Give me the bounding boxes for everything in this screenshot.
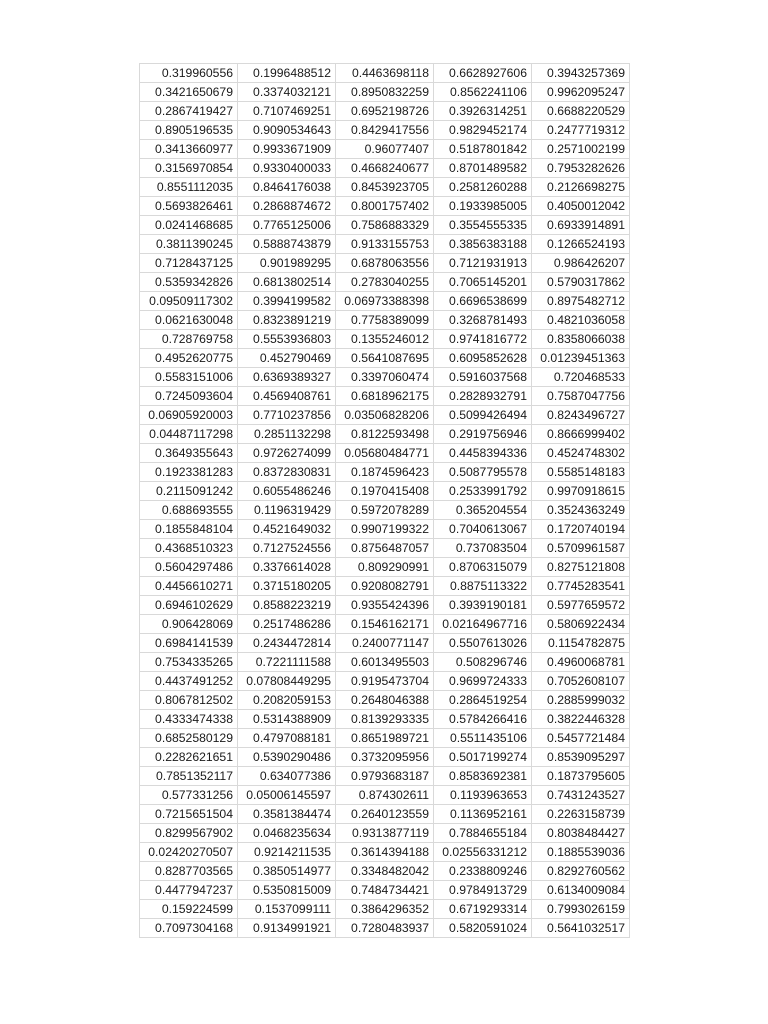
table-cell[interactable]: 0.1720740194 bbox=[532, 520, 630, 539]
table-cell[interactable]: 0.9962095247 bbox=[532, 83, 630, 102]
table-cell[interactable]: 0.9133155753 bbox=[336, 235, 434, 254]
table-cell[interactable]: 0.1266524193 bbox=[532, 235, 630, 254]
table-cell[interactable]: 0.3614394188 bbox=[336, 843, 434, 862]
table-cell[interactable]: 0.9907199322 bbox=[336, 520, 434, 539]
table-cell[interactable]: 0.7586883329 bbox=[336, 216, 434, 235]
table-cell[interactable]: 0.2571002199 bbox=[532, 140, 630, 159]
table-cell[interactable]: 0.9784913729 bbox=[434, 881, 532, 900]
table-cell[interactable]: 0.03506828206 bbox=[336, 406, 434, 425]
table-cell[interactable]: 0.7431243527 bbox=[532, 786, 630, 805]
table-cell[interactable]: 0.728769758 bbox=[140, 330, 238, 349]
table-cell[interactable]: 0.2868874672 bbox=[238, 197, 336, 216]
table-cell[interactable]: 0.8706315079 bbox=[434, 558, 532, 577]
table-cell[interactable]: 0.5585148183 bbox=[532, 463, 630, 482]
table-row bbox=[140, 254, 630, 273]
table-cell[interactable]: 0.5583151006 bbox=[140, 368, 238, 387]
table-cell[interactable]: 0.8562241106 bbox=[434, 83, 532, 102]
table-cell[interactable]: 0.7710237856 bbox=[238, 406, 336, 425]
table-cell[interactable]: 0.7280483937 bbox=[336, 919, 434, 938]
table-cell[interactable]: 0.3348482042 bbox=[336, 862, 434, 881]
table-cell[interactable]: 0.319960556 bbox=[140, 64, 238, 83]
table-cell[interactable]: 0.9208082791 bbox=[336, 577, 434, 596]
table-cell[interactable]: 0.7765125006 bbox=[238, 216, 336, 235]
table-row bbox=[140, 691, 630, 710]
table-cell[interactable]: 0.720468533 bbox=[532, 368, 630, 387]
table-cell[interactable]: 0.2828932791 bbox=[434, 387, 532, 406]
table-row bbox=[140, 786, 630, 805]
table-cell[interactable]: 0.07808449295 bbox=[238, 672, 336, 691]
table-cell[interactable]: 0.5916037568 bbox=[434, 368, 532, 387]
table-cell[interactable]: 0.8875113322 bbox=[434, 577, 532, 596]
table-cell[interactable]: 0.6984141539 bbox=[140, 634, 238, 653]
table-cell[interactable]: 0.8429417556 bbox=[336, 121, 434, 140]
table-cell[interactable]: 0.5972078289 bbox=[336, 501, 434, 520]
table-cell[interactable]: 0.4456610271 bbox=[140, 577, 238, 596]
table-cell[interactable]: 0.8666999402 bbox=[532, 425, 630, 444]
table-row bbox=[140, 558, 630, 577]
table-cell[interactable]: 0.6369389327 bbox=[238, 368, 336, 387]
table-cell[interactable]: 0.3413660977 bbox=[140, 140, 238, 159]
table-cell[interactable]: 0.8551112035 bbox=[140, 178, 238, 197]
table-row bbox=[140, 311, 630, 330]
table-cell[interactable]: 0.8905196535 bbox=[140, 121, 238, 140]
table-cell[interactable]: 0.9313877119 bbox=[336, 824, 434, 843]
table-cell[interactable]: 0.7587047756 bbox=[532, 387, 630, 406]
table-cell[interactable]: 0.2282621651 bbox=[140, 748, 238, 767]
table-cell[interactable]: 0.8275121808 bbox=[532, 558, 630, 577]
number-table bbox=[139, 63, 630, 938]
table-cell[interactable]: 0.4050012042 bbox=[532, 197, 630, 216]
table-cell[interactable]: 0.96077407 bbox=[336, 140, 434, 159]
table-row bbox=[140, 501, 630, 520]
table-cell[interactable]: 0.8243496727 bbox=[532, 406, 630, 425]
table-row bbox=[140, 83, 630, 102]
table-cell[interactable]: 0.906428069 bbox=[140, 615, 238, 634]
table-cell[interactable]: 0.01239451363 bbox=[532, 349, 630, 368]
table-cell[interactable]: 0.508296746 bbox=[434, 653, 532, 672]
table-cell[interactable]: 0.3397060474 bbox=[336, 368, 434, 387]
table-cell[interactable]: 0.9330400033 bbox=[238, 159, 336, 178]
table-cell[interactable]: 0.8453923705 bbox=[336, 178, 434, 197]
table-cell[interactable]: 0.3715180205 bbox=[238, 577, 336, 596]
table-cell[interactable]: 0.3943257369 bbox=[532, 64, 630, 83]
table-cell[interactable]: 0.0241468685 bbox=[140, 216, 238, 235]
table-cell[interactable]: 0.5457721484 bbox=[532, 729, 630, 748]
table-row bbox=[140, 368, 630, 387]
table-cell[interactable]: 0.7745283541 bbox=[532, 577, 630, 596]
table-cell[interactable]: 0.3856383188 bbox=[434, 235, 532, 254]
table-cell[interactable]: 0.2434472814 bbox=[238, 634, 336, 653]
table-cell[interactable]: 0.7097304168 bbox=[140, 919, 238, 938]
table-cell[interactable]: 0.7245093604 bbox=[140, 387, 238, 406]
table-cell[interactable]: 0.8588223219 bbox=[238, 596, 336, 615]
table-row bbox=[140, 140, 630, 159]
table-cell[interactable]: 0.6134009084 bbox=[532, 881, 630, 900]
table-row bbox=[140, 729, 630, 748]
table-cell[interactable]: 0.0468235634 bbox=[238, 824, 336, 843]
table-cell[interactable]: 0.1996488512 bbox=[238, 64, 336, 83]
table-cell[interactable]: 0.05006145597 bbox=[238, 786, 336, 805]
table-cell[interactable]: 0.2263158739 bbox=[532, 805, 630, 824]
table-row bbox=[140, 482, 630, 501]
table-cell[interactable]: 0.7484734421 bbox=[336, 881, 434, 900]
table-cell[interactable]: 0.1874596423 bbox=[336, 463, 434, 482]
table-cell[interactable]: 0.3864296352 bbox=[336, 900, 434, 919]
table-cell[interactable]: 0.8539095297 bbox=[532, 748, 630, 767]
table-row bbox=[140, 463, 630, 482]
table-cell[interactable]: 0.8583692381 bbox=[434, 767, 532, 786]
table-row bbox=[140, 710, 630, 729]
table-cell[interactable]: 0.4368510323 bbox=[140, 539, 238, 558]
table-cell[interactable]: 0.8287703565 bbox=[140, 862, 238, 881]
table-cell[interactable]: 0.4521649032 bbox=[238, 520, 336, 539]
table-cell[interactable]: 0.9829452174 bbox=[434, 121, 532, 140]
table-cell[interactable]: 0.3421650679 bbox=[140, 83, 238, 102]
table-cell[interactable]: 0.3850514977 bbox=[238, 862, 336, 881]
table-cell[interactable]: 0.1546162171 bbox=[336, 615, 434, 634]
table-row bbox=[140, 805, 630, 824]
table-cell[interactable]: 0.1873795605 bbox=[532, 767, 630, 786]
table-cell[interactable]: 0.06905920003 bbox=[140, 406, 238, 425]
table-cell[interactable]: 0.2851132298 bbox=[238, 425, 336, 444]
table-cell[interactable]: 0.7215651504 bbox=[140, 805, 238, 824]
table-row bbox=[140, 539, 630, 558]
table-row bbox=[140, 216, 630, 235]
table-row bbox=[140, 748, 630, 767]
table-cell[interactable]: 0.874302611 bbox=[336, 786, 434, 805]
table-cell[interactable]: 0.3554555335 bbox=[434, 216, 532, 235]
table-row bbox=[140, 102, 630, 121]
table-cell[interactable]: 0.4458394336 bbox=[434, 444, 532, 463]
table-cell[interactable]: 0.6095852628 bbox=[434, 349, 532, 368]
table-cell[interactable]: 0.2648046388 bbox=[336, 691, 434, 710]
table-cell[interactable]: 0.02164967716 bbox=[434, 615, 532, 634]
table-cell[interactable]: 0.4668240677 bbox=[336, 159, 434, 178]
table-cell[interactable]: 0.8651989721 bbox=[336, 729, 434, 748]
table-cell[interactable]: 0.7884655184 bbox=[434, 824, 532, 843]
table-cell[interactable]: 0.5390290486 bbox=[238, 748, 336, 767]
table-cell[interactable]: 0.2126698275 bbox=[532, 178, 630, 197]
table-cell[interactable]: 0.09509117302 bbox=[140, 292, 238, 311]
table-cell[interactable]: 0.6946102629 bbox=[140, 596, 238, 615]
table-cell[interactable]: 0.5604297486 bbox=[140, 558, 238, 577]
table-cell[interactable]: 0.3156970854 bbox=[140, 159, 238, 178]
table-cell[interactable]: 0.5087795578 bbox=[434, 463, 532, 482]
table-cell[interactable]: 0.3376614028 bbox=[238, 558, 336, 577]
table-cell[interactable]: 0.7052608107 bbox=[532, 672, 630, 691]
table-cell[interactable]: 0.5820591024 bbox=[434, 919, 532, 938]
table-cell[interactable]: 0.9970918615 bbox=[532, 482, 630, 501]
table-cell[interactable]: 0.8292760562 bbox=[532, 862, 630, 881]
table-cell[interactable]: 0.2477719312 bbox=[532, 121, 630, 140]
table-cell[interactable]: 0.4333474338 bbox=[140, 710, 238, 729]
table-row bbox=[140, 349, 630, 368]
table-cell[interactable]: 0.7851352117 bbox=[140, 767, 238, 786]
table-cell[interactable]: 0.6688220529 bbox=[532, 102, 630, 121]
table-cell[interactable]: 0.9090534643 bbox=[238, 121, 336, 140]
table-cell[interactable]: 0.7758389099 bbox=[336, 311, 434, 330]
table-cell[interactable]: 0.9699724333 bbox=[434, 672, 532, 691]
table-cell[interactable]: 0.4952620775 bbox=[140, 349, 238, 368]
table-cell[interactable]: 0.9134991921 bbox=[238, 919, 336, 938]
table-cell[interactable]: 0.4569408761 bbox=[238, 387, 336, 406]
table-cell[interactable]: 0.2864519254 bbox=[434, 691, 532, 710]
table-row bbox=[140, 919, 630, 938]
table-cell[interactable]: 0.8975482712 bbox=[532, 292, 630, 311]
table-cell[interactable]: 0.3926314251 bbox=[434, 102, 532, 121]
table-cell[interactable]: 0.3994199582 bbox=[238, 292, 336, 311]
table-cell[interactable]: 0.452790469 bbox=[238, 349, 336, 368]
table-cell[interactable]: 0.577331256 bbox=[140, 786, 238, 805]
table-cell[interactable]: 0.5888743879 bbox=[238, 235, 336, 254]
table-cell[interactable]: 0.3732095956 bbox=[336, 748, 434, 767]
table-cell[interactable]: 0.8358066038 bbox=[532, 330, 630, 349]
table-row bbox=[140, 425, 630, 444]
table-cell[interactable]: 0.3524363249 bbox=[532, 501, 630, 520]
table-row bbox=[140, 64, 630, 83]
table-cell[interactable]: 0.4821036058 bbox=[532, 311, 630, 330]
table-cell[interactable]: 0.05680484771 bbox=[336, 444, 434, 463]
table-row bbox=[140, 672, 630, 691]
table-cell[interactable]: 0.2082059153 bbox=[238, 691, 336, 710]
table-cell[interactable]: 0.1885539036 bbox=[532, 843, 630, 862]
table-row bbox=[140, 881, 630, 900]
table-cell[interactable]: 0.3822446328 bbox=[532, 710, 630, 729]
table-cell[interactable]: 0.5099426494 bbox=[434, 406, 532, 425]
table-cell[interactable]: 0.9355424396 bbox=[336, 596, 434, 615]
table-cell[interactable]: 0.4524748302 bbox=[532, 444, 630, 463]
table-cell[interactable]: 0.1193963653 bbox=[434, 786, 532, 805]
table-cell[interactable]: 0.3268781493 bbox=[434, 311, 532, 330]
table-cell[interactable]: 0.2338809246 bbox=[434, 862, 532, 881]
table-cell[interactable]: 0.1154782875 bbox=[532, 634, 630, 653]
table-cell[interactable]: 0.2783040255 bbox=[336, 273, 434, 292]
table-cell[interactable]: 0.5350815009 bbox=[238, 881, 336, 900]
table-cell[interactable]: 0.4477947237 bbox=[140, 881, 238, 900]
table-row bbox=[140, 634, 630, 653]
table-cell[interactable]: 0.1933985005 bbox=[434, 197, 532, 216]
table-cell[interactable]: 0.2867419427 bbox=[140, 102, 238, 121]
table-cell[interactable]: 0.8139293335 bbox=[336, 710, 434, 729]
table-cell[interactable]: 0.5511435106 bbox=[434, 729, 532, 748]
table-cell[interactable]: 0.7121931913 bbox=[434, 254, 532, 273]
table-cell[interactable]: 0.3649355643 bbox=[140, 444, 238, 463]
table-cell[interactable]: 0.2517486286 bbox=[238, 615, 336, 634]
table-row bbox=[140, 406, 630, 425]
table-cell[interactable]: 0.2640123559 bbox=[336, 805, 434, 824]
table-cell[interactable]: 0.3811390245 bbox=[140, 235, 238, 254]
table-cell[interactable]: 0.2919756946 bbox=[434, 425, 532, 444]
table-cell[interactable]: 0.688693555 bbox=[140, 501, 238, 520]
table-cell[interactable]: 0.02556331212 bbox=[434, 843, 532, 862]
table-cell[interactable]: 0.9741816772 bbox=[434, 330, 532, 349]
table-cell[interactable]: 0.6818962175 bbox=[336, 387, 434, 406]
table-cell[interactable]: 0.8323891219 bbox=[238, 311, 336, 330]
table-cell[interactable]: 0.4797088181 bbox=[238, 729, 336, 748]
table-cell[interactable]: 0.2885999032 bbox=[532, 691, 630, 710]
table-cell[interactable]: 0.5359342826 bbox=[140, 273, 238, 292]
table-cell[interactable]: 0.6878063556 bbox=[336, 254, 434, 273]
table-row bbox=[140, 615, 630, 634]
table-row bbox=[140, 178, 630, 197]
table-cell[interactable]: 0.365204554 bbox=[434, 501, 532, 520]
table-cell[interactable]: 0.7040613067 bbox=[434, 520, 532, 539]
table-cell[interactable]: 0.3939190181 bbox=[434, 596, 532, 615]
table-cell[interactable]: 0.9195473704 bbox=[336, 672, 434, 691]
table-cell[interactable]: 0.8372830831 bbox=[238, 463, 336, 482]
table-row bbox=[140, 862, 630, 881]
table-cell[interactable]: 0.6013495503 bbox=[336, 653, 434, 672]
table-cell[interactable]: 0.8038484427 bbox=[532, 824, 630, 843]
table-row bbox=[140, 292, 630, 311]
table-cell[interactable]: 0.5017199274 bbox=[434, 748, 532, 767]
table-row bbox=[140, 159, 630, 178]
table-cell[interactable]: 0.06973388398 bbox=[336, 292, 434, 311]
table-row bbox=[140, 596, 630, 615]
table-cell[interactable]: 0.5806922434 bbox=[532, 615, 630, 634]
table-cell[interactable]: 0.7107469251 bbox=[238, 102, 336, 121]
table-cell[interactable]: 0.1923381283 bbox=[140, 463, 238, 482]
table-cell[interactable]: 0.5553936803 bbox=[238, 330, 336, 349]
table-row bbox=[140, 843, 630, 862]
table-cell[interactable]: 0.4437491252 bbox=[140, 672, 238, 691]
table-cell[interactable]: 0.6933914891 bbox=[532, 216, 630, 235]
table-cell[interactable]: 0.2400771147 bbox=[336, 634, 434, 653]
table-cell[interactable]: 0.9726274099 bbox=[238, 444, 336, 463]
table-cell[interactable]: 0.7534335265 bbox=[140, 653, 238, 672]
table-cell[interactable]: 0.1136952161 bbox=[434, 805, 532, 824]
table-cell[interactable]: 0.6719293314 bbox=[434, 900, 532, 919]
table-cell[interactable]: 0.5790317862 bbox=[532, 273, 630, 292]
table-cell[interactable]: 0.7065145201 bbox=[434, 273, 532, 292]
table-cell[interactable]: 0.3374032121 bbox=[238, 83, 336, 102]
table-cell[interactable]: 0.5641032517 bbox=[532, 919, 630, 938]
table-cell[interactable]: 0.809290991 bbox=[336, 558, 434, 577]
table-cell[interactable]: 0.8001757402 bbox=[336, 197, 434, 216]
table-cell[interactable]: 0.737083504 bbox=[434, 539, 532, 558]
table-cell[interactable]: 0.8756487057 bbox=[336, 539, 434, 558]
table-cell[interactable]: 0.986426207 bbox=[532, 254, 630, 273]
table-cell[interactable]: 0.6952198726 bbox=[336, 102, 434, 121]
table-cell[interactable]: 0.0621630048 bbox=[140, 311, 238, 330]
table-row bbox=[140, 900, 630, 919]
table-row bbox=[140, 444, 630, 463]
table-row bbox=[140, 520, 630, 539]
table-cell[interactable]: 0.1537099111 bbox=[238, 900, 336, 919]
table-cell[interactable]: 0.2115091242 bbox=[140, 482, 238, 501]
table-row bbox=[140, 235, 630, 254]
table-row bbox=[140, 824, 630, 843]
table-cell[interactable]: 0.9933671909 bbox=[238, 140, 336, 159]
table-cell[interactable]: 0.8464176038 bbox=[238, 178, 336, 197]
table-cell[interactable]: 0.9214211535 bbox=[238, 843, 336, 862]
table-row bbox=[140, 387, 630, 406]
table-cell[interactable]: 0.4960068781 bbox=[532, 653, 630, 672]
table-cell[interactable]: 0.6852580129 bbox=[140, 729, 238, 748]
table-cell[interactable]: 0.7128437125 bbox=[140, 254, 238, 273]
table-cell[interactable]: 0.8950832259 bbox=[336, 83, 434, 102]
table-cell[interactable]: 0.901989295 bbox=[238, 254, 336, 273]
table-cell[interactable]: 0.5693826461 bbox=[140, 197, 238, 216]
table-cell[interactable]: 0.7127524556 bbox=[238, 539, 336, 558]
table-cell[interactable]: 0.5641087695 bbox=[336, 349, 434, 368]
table-cell[interactable]: 0.8067812502 bbox=[140, 691, 238, 710]
table-row bbox=[140, 197, 630, 216]
table-cell[interactable]: 0.8701489582 bbox=[434, 159, 532, 178]
table-cell[interactable]: 0.6628927606 bbox=[434, 64, 532, 83]
table-cell[interactable]: 0.02420270507 bbox=[140, 843, 238, 862]
table-cell[interactable]: 0.7993026159 bbox=[532, 900, 630, 919]
table-row bbox=[140, 577, 630, 596]
table-cell[interactable]: 0.5709961587 bbox=[532, 539, 630, 558]
table-cell[interactable]: 0.4463698118 bbox=[336, 64, 434, 83]
table-cell[interactable]: 0.159224599 bbox=[140, 900, 238, 919]
table-cell[interactable]: 0.2533991792 bbox=[434, 482, 532, 501]
table-cell[interactable]: 0.1196319429 bbox=[238, 501, 336, 520]
table-cell[interactable]: 0.5977659572 bbox=[532, 596, 630, 615]
table-cell[interactable]: 0.1355246012 bbox=[336, 330, 434, 349]
table-cell[interactable]: 0.2581260288 bbox=[434, 178, 532, 197]
table-cell[interactable]: 0.3581384474 bbox=[238, 805, 336, 824]
table-cell[interactable]: 0.1855848104 bbox=[140, 520, 238, 539]
table-cell[interactable]: 0.634077386 bbox=[238, 767, 336, 786]
table-cell[interactable]: 0.6055486246 bbox=[238, 482, 336, 501]
table-cell[interactable]: 0.8122593498 bbox=[336, 425, 434, 444]
table-cell[interactable]: 0.7953282626 bbox=[532, 159, 630, 178]
table-body bbox=[140, 64, 630, 938]
table-cell[interactable]: 0.9793683187 bbox=[336, 767, 434, 786]
table-cell[interactable]: 0.5187801842 bbox=[434, 140, 532, 159]
table-row bbox=[140, 273, 630, 292]
table-cell[interactable]: 0.7221111588 bbox=[238, 653, 336, 672]
table-cell[interactable]: 0.1970415408 bbox=[336, 482, 434, 501]
table-cell[interactable]: 0.6696538699 bbox=[434, 292, 532, 311]
table-cell[interactable]: 0.04487117298 bbox=[140, 425, 238, 444]
table-cell[interactable]: 0.5507613026 bbox=[434, 634, 532, 653]
table-row bbox=[140, 767, 630, 786]
table-cell[interactable]: 0.6813802514 bbox=[238, 273, 336, 292]
table-cell[interactable]: 0.5314388909 bbox=[238, 710, 336, 729]
table-row bbox=[140, 653, 630, 672]
table-row bbox=[140, 121, 630, 140]
table-cell[interactable]: 0.5784266416 bbox=[434, 710, 532, 729]
table-cell[interactable]: 0.8299567902 bbox=[140, 824, 238, 843]
table-row bbox=[140, 330, 630, 349]
